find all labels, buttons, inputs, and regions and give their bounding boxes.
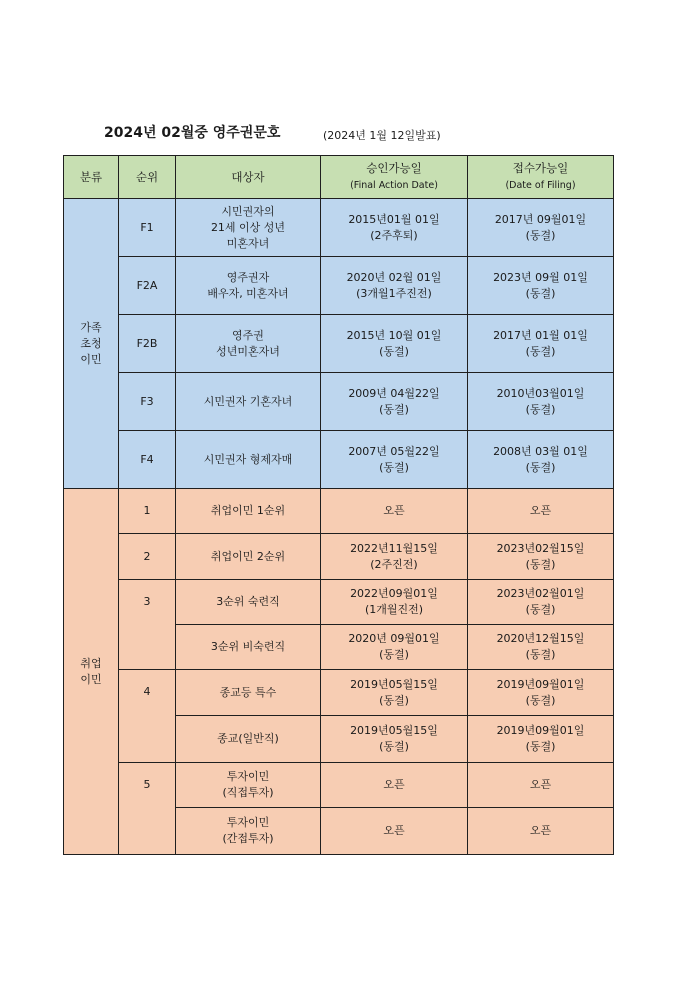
table-row: [64, 257, 614, 315]
target-cell: 시민권자 형제자매: [176, 431, 321, 489]
filing-cell: 2017년 01월 01일 (동결): [468, 315, 614, 373]
filing-cell: 2019년09월01일 (동결): [468, 670, 614, 716]
rank-cell: F4: [119, 431, 176, 489]
final-action-cell: 2015년 10월 01일 (동결): [321, 315, 468, 373]
header-target: 대상자: [176, 156, 321, 199]
filing-cell: 오픈: [468, 808, 614, 855]
final-action-cell: 2009년 04월22일 (동결): [321, 373, 468, 431]
filing-cell: 2020년12월15일 (동결): [468, 625, 614, 670]
filing-cell: 오픈: [468, 489, 614, 534]
final-action-cell: 오픈: [321, 489, 468, 534]
category-employment: 취업 이민: [64, 489, 119, 855]
rank-cell: F3: [119, 373, 176, 431]
final-action-cell: 2022년11월15일 (2주진전): [321, 534, 468, 580]
header-filing-en: (Date of Filing): [505, 180, 576, 191]
header-row: [64, 156, 614, 199]
final-action-cell: 오픈: [321, 808, 468, 855]
filing-cell: 2023년02월01일 (동결): [468, 580, 614, 625]
target-cell: 종교(일반직): [176, 716, 321, 763]
table-row: [64, 489, 614, 534]
table-row: [64, 580, 614, 625]
visa-bulletin-table: [63, 155, 614, 855]
page-title: 2024년 02월중 영주권문호: [104, 125, 281, 141]
rank-cell: 4: [119, 670, 176, 763]
filing-cell: 2017년 09월01일 (동결): [468, 199, 614, 257]
filing-cell: 2010년03월01일 (동결): [468, 373, 614, 431]
table-row: [64, 670, 614, 716]
header-final-action-ko: 승인가능일: [366, 161, 422, 175]
table-row: [64, 199, 614, 257]
target-cell: 영주권 성년미혼자녀: [176, 315, 321, 373]
target-cell: 3순위 숙련직: [176, 580, 321, 625]
rank-cell: F2A: [119, 257, 176, 315]
table-row: [64, 763, 614, 808]
header-filing: [468, 156, 614, 199]
header-final-action-en: (Final Action Date): [350, 180, 438, 191]
rank-cell: F1: [119, 199, 176, 257]
rank-cell: F2B: [119, 315, 176, 373]
final-action-cell: 2020년 02월 01일 (3개월1주진전): [321, 257, 468, 315]
final-action-cell: 오픈: [321, 763, 468, 808]
target-cell: 취업이민 2순위: [176, 534, 321, 580]
target-cell: 취업이민 1순위: [176, 489, 321, 534]
header-category: 분류: [64, 156, 119, 199]
target-cell: 시민권자 기혼자녀: [176, 373, 321, 431]
header-final-action: [321, 156, 468, 199]
final-action-cell: 2015년01월 01일 (2주후퇴): [321, 199, 468, 257]
rank-cell: 5: [119, 763, 176, 855]
final-action-cell: 2020년 09월01일 (동결): [321, 625, 468, 670]
filing-cell: 오픈: [468, 763, 614, 808]
filing-cell: 2008년 03월 01일 (동결): [468, 431, 614, 489]
header-filing-ko: 접수가능일: [512, 161, 569, 175]
target-cell: 투자이민 (간접투자): [176, 808, 321, 855]
table-row: [64, 534, 614, 580]
filing-cell: 2019년09월01일 (동결): [468, 716, 614, 763]
target-cell: 종교등 특수: [176, 670, 321, 716]
filing-cell: 2023년 09월 01일 (동결): [468, 257, 614, 315]
target-cell: 영주권자 배우자, 미혼자녀: [176, 257, 321, 315]
final-action-cell: 2019년05월15일 (동결): [321, 670, 468, 716]
table-row: [64, 373, 614, 431]
target-cell: 3순위 비숙련직: [176, 625, 321, 670]
rank-cell: 3: [119, 580, 176, 670]
rank-cell: 1: [119, 489, 176, 534]
category-family: 가족 초청 이민: [64, 199, 119, 489]
target-cell: 투자이민 (직접투자): [176, 763, 321, 808]
final-action-cell: 2019년05월15일 (동결): [321, 716, 468, 763]
rank-cell: 2: [119, 534, 176, 580]
final-action-cell: 2022년09월01일 (1개월진전): [321, 580, 468, 625]
target-cell: 시민권자의 21세 이상 성년 미혼자녀: [176, 199, 321, 257]
table-row: [64, 431, 614, 489]
header-rank: 순위: [119, 156, 176, 199]
filing-cell: 2023년02월15일 (동결): [468, 534, 614, 580]
table-row: [64, 315, 614, 373]
final-action-cell: 2007년 05월22일 (동결): [321, 431, 468, 489]
announcement-date: (2024년 1월 12일발표): [323, 129, 441, 142]
